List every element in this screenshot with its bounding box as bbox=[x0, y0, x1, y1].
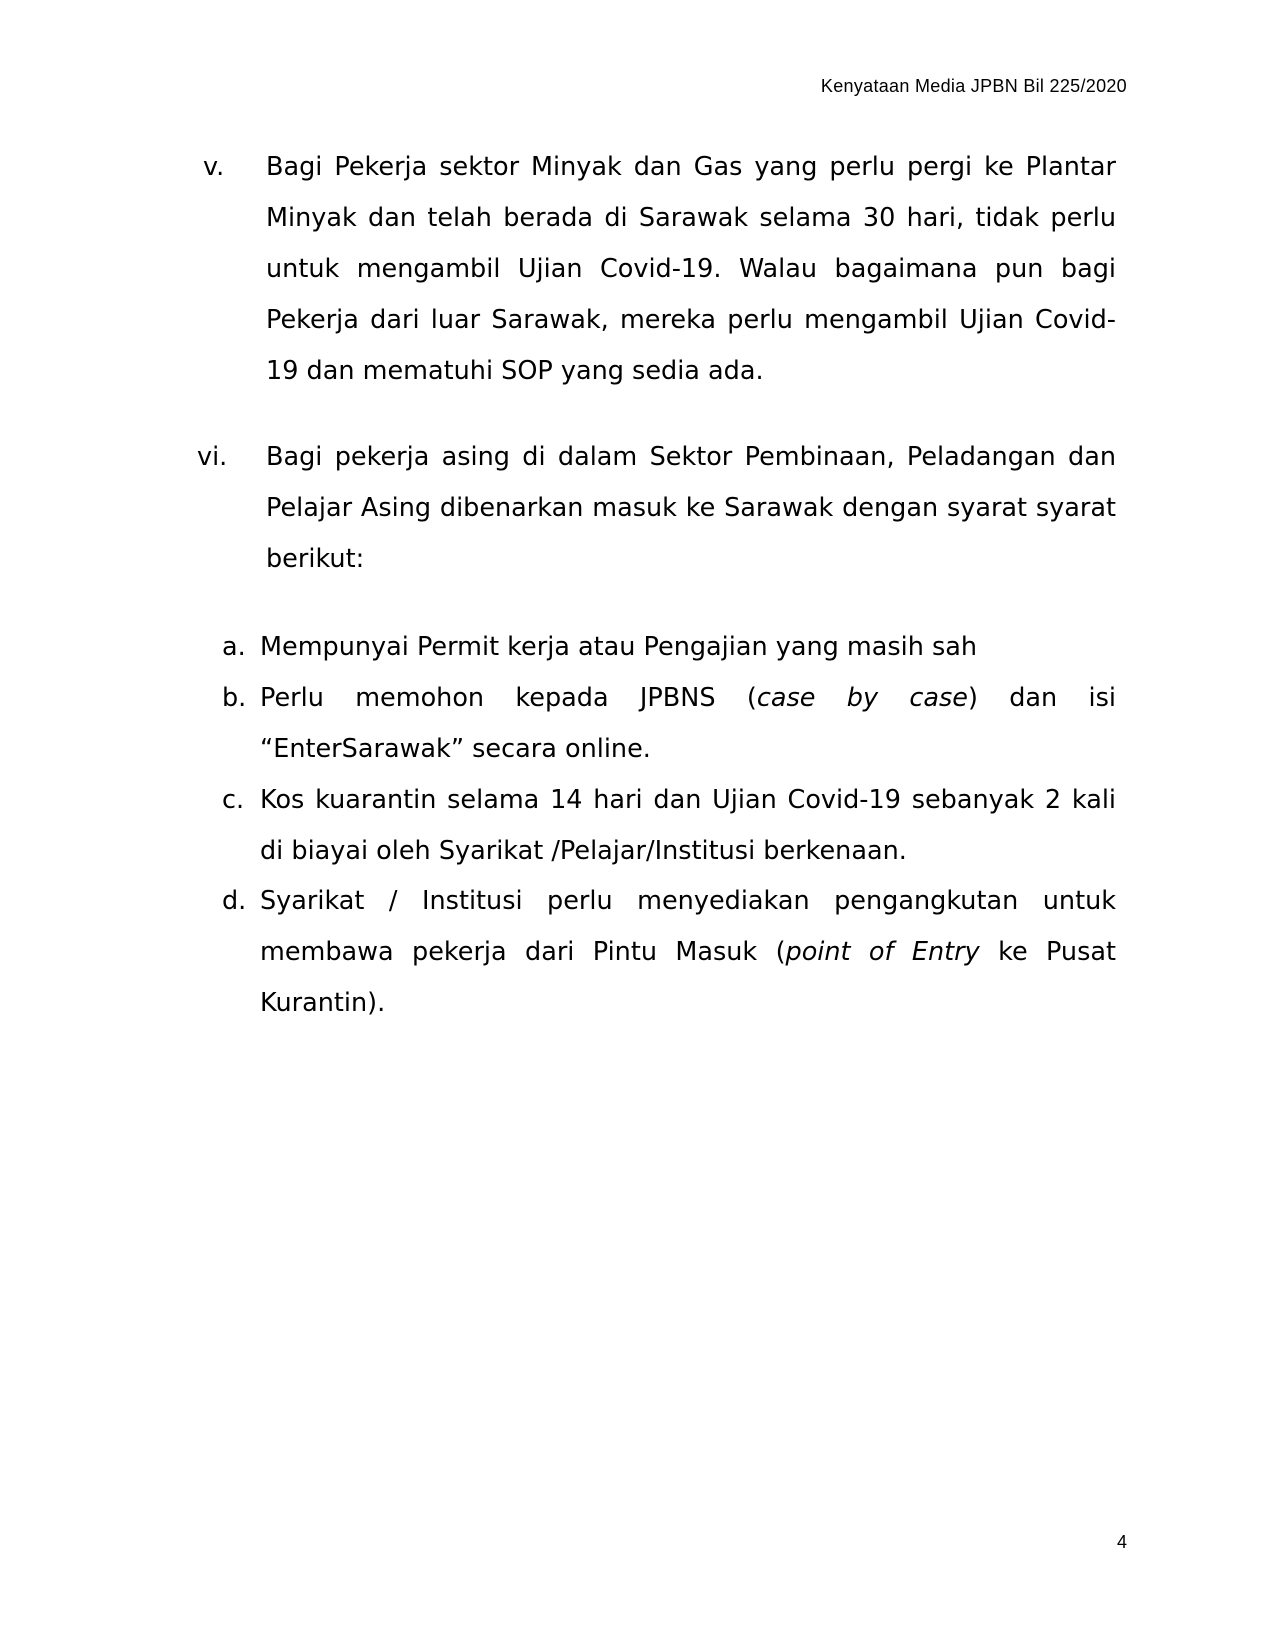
condition-text bbox=[260, 876, 1116, 1029]
page-number: 4 bbox=[1116, 1532, 1127, 1552]
condition-label: d. bbox=[222, 886, 247, 916]
condition-text-part: Perlu memohon kepada JPBNS ( bbox=[260, 683, 757, 713]
condition-text-part: ke Pusat Kurantin). bbox=[260, 937, 1117, 1018]
document-header-reference: Kenyataan Media JPBN Bil 225/2020 bbox=[820, 76, 1127, 96]
condition-text-part: Syarikat / Institusi perlu menyediakan pengangkutan untuk membawa pekerja dari Pintu Masuk ( bbox=[260, 886, 1116, 967]
condition-text: Kos kuarantin selama 14 hari dan Ujian Covid-19 sebanyak 2 kali di biayai oleh Syarikat /Pelajar/Institusi berkenaan. bbox=[260, 785, 1116, 866]
condition-text-italic: point of Entry bbox=[785, 937, 980, 967]
item-label: vi. bbox=[197, 442, 228, 472]
condition-text: Mempunyai Permit kerja atau Pengajian yang masih sah bbox=[260, 632, 978, 662]
condition-text bbox=[260, 673, 1116, 775]
item-paragraph: Bagi Pekerja sektor Minyak dan Gas yang perlu pergi ke Plantar Minyak dan telah berada di Sarawak selama 30 hari, tidak perlu untuk mengambil Ujian Covid-19. Walau bagaimana pun bagi Pekerja dari luar Sarawak, mereka perlu mengambil Ujian Covid-19 dan mematuhi SOP yang sedia ada. bbox=[266, 152, 1116, 386]
condition-text-italic: case by case bbox=[756, 683, 968, 713]
condition-label: c. bbox=[222, 785, 245, 815]
condition-label: a. bbox=[222, 632, 246, 662]
item-label: v. bbox=[203, 152, 225, 182]
item-paragraph: Bagi pekerja asing di dalam Sektor Pembinaan, Peladangan dan Pelajar Asing dibenarkan masuk ke Sarawak dengan syarat syarat berikut: bbox=[266, 442, 1116, 574]
condition-text-part: ) dan isi “EnterSarawak” secara online. bbox=[260, 683, 1116, 764]
condition-label: b. bbox=[222, 683, 247, 713]
